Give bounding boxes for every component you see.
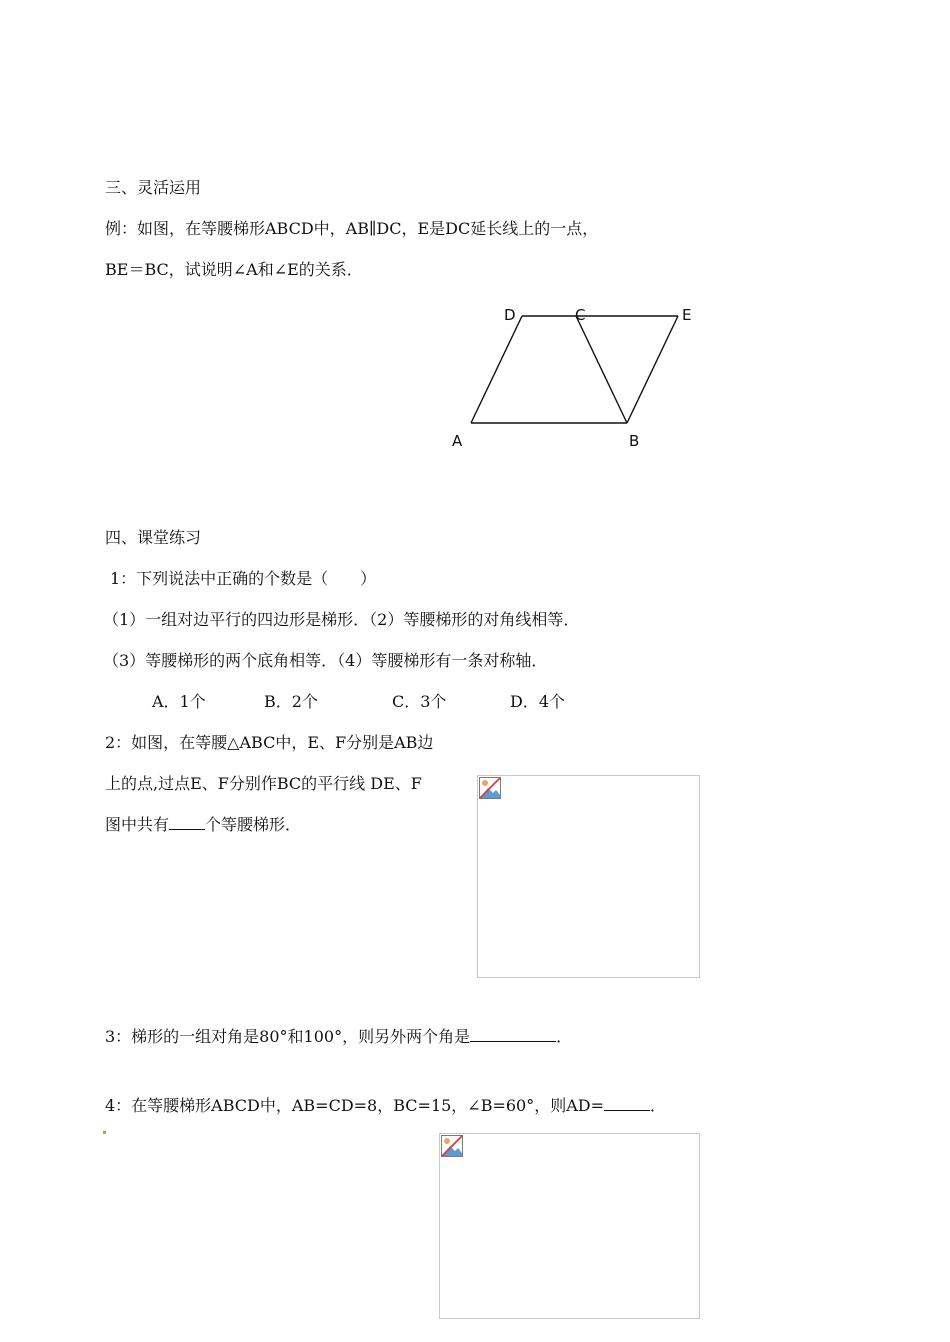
question-2-line-1: 2：如图，在等腰△ABC中，E、F分别是AB边 [105,733,434,752]
question-1-statements-1-2: （1）一组对边平行的四边形是梯形．（2）等腰梯形的对角线相等． [103,610,580,629]
question-2-line-3-text: 图中共有 [105,815,170,834]
question-3-text: 3：梯形的一组对角是80°和100°，则另外两个角是 [105,1027,471,1046]
question-1-option-a: A．1个 [152,692,206,711]
broken-image-icon [478,776,502,800]
question-4 [105,1095,666,1117]
missing-figure-image [477,775,700,978]
question-3-end: ． [556,1027,573,1046]
question-1-option-c: C．3个 [392,692,447,711]
label-A: A [452,432,463,450]
line-AD [471,316,522,423]
example-text-line-1: 例：如图，在等腰梯形ABCD中，AB∥DC，E是DC延长线上的一点， [105,219,599,238]
question-1-option-d: D．4个 [510,692,566,711]
question-1-option-b: B．2个 [264,692,318,711]
trapezoid-figure [440,298,710,458]
question-1-stem: 1：下列说法中正确的个数是（ ） [110,569,377,588]
question-4-end: ． [650,1096,667,1115]
answer-blank [470,1027,556,1042]
stray-mark [103,1131,106,1134]
question-2-line-2 [105,773,422,795]
section-heading-3: 三、灵活运用 [105,178,202,197]
answer-blank [169,815,205,830]
answer-blank [604,1096,650,1111]
question-2-line-3-end: 个等腰梯形． [205,815,302,834]
broken-image-icon [440,1134,464,1158]
missing-figure-image [439,1133,700,1319]
question-2-line-3 [105,814,301,836]
question-4-text: 4：在等腰梯形ABCD中，AB=CD=8，BC=15，∠B=60°，则AD= [105,1096,605,1115]
label-C: C [575,306,586,324]
question-3 [105,1026,572,1048]
question-1-statements-3-4: （3）等腰梯形的两个底角相等．（4）等腰梯形有一条对称轴． [103,651,548,670]
label-E: E [682,306,692,324]
example-text-line-2: BE＝BC，试说明∠A和∠E的关系． [105,260,363,279]
line-BE [627,316,678,423]
line-BC [576,316,627,423]
label-D: D [504,306,516,324]
question-2-line-2-text: 上的点,过点E、F分别作BC的平行线 DE、F [105,774,422,793]
label-B: B [629,432,640,450]
section-heading-4: 四、课堂练习 [105,528,202,547]
